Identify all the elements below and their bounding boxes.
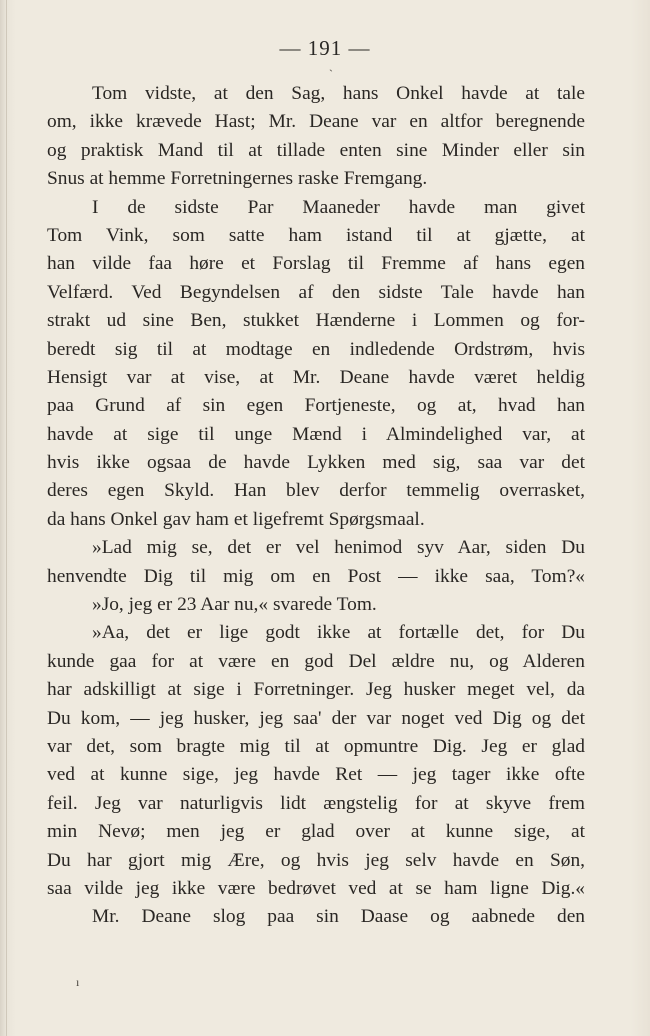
text-line: da hans Onkel gav ham et ligefremt Spørgsmaal. [47,508,425,530]
text-line: »Jo, jeg er 23 Aar nu,« svarede Tom. [92,594,377,616]
text-line: hvis ikke ogsaa de havde Lykken med sig, saa var det [47,452,585,474]
text-line: feil. Jeg var naturligvis lidt ængstelig for at skyve frem [47,792,585,814]
text-line: Tom Vink, som satte ham istand til at gjætte, at [47,224,585,246]
text-line: Snus at hemme Forretningernes raske Fremgang. [47,168,428,190]
text-line: havde at sige til unge Mænd i Almindelighed var, at [47,423,585,445]
text-line: ved at kunne sige, jeg havde Ret — jeg tager ikke ofte [47,764,585,786]
text-line: Velfærd. Ved Begyndelsen af den sidste Tale havde han [47,281,585,303]
page-number-header: — 191 — [279,36,371,60]
text-line: Hensigt var at vise, at Mr. Deane havde været heldig [47,366,585,388]
text-line: strakt ud sine Ben, stukket Hænderne i Lommen og for- [47,310,585,332]
text-line: I de sidste Par Maaneder havde man givet [92,196,585,218]
text-line: Du har gjort mig Ære, og hvis jeg selv havde en Søn, [47,849,585,871]
text-line: om, ikke krævede Hast; Mr. Deane var en altfor beregnende [47,111,585,133]
text-line: Tom vidste, at den Sag, hans Onkel havde at tale [92,83,585,104]
text-line: »Aa, det er lige godt ikke at fortælle det, for Du [92,622,585,644]
text-line: og praktisk Mand til at tillade enten sine Minder eller sin [47,139,585,161]
ink-speck: ı [76,975,80,989]
text-line: saa vilde jeg ikke være bedrøvet ved at se ham ligne Dig.« [47,877,585,899]
text-line: Du kom, — jeg husker, jeg saa' der var noget ved Dig og det [47,707,585,729]
text-line: beredt sig til at modtage en indledende Ordstrøm, hvis [47,338,585,360]
text-line: kunde gaa for at være en god Del ældre nu, og Alderen [47,650,585,672]
body-text [47,80,585,932]
text-line: Mr. Deane slog paa sin Daase og aabnede den [92,906,585,928]
text-line: har adskilligt at sige i Forretninger. Jeg husker meget vel, da [47,679,585,701]
text-line: var det, som bragte mig til at opmuntre Dig. Jeg er glad [47,735,585,757]
page-gutter [6,0,7,1036]
text-line: min Nevø; men jeg er glad over at kunne sige, at [47,821,585,843]
text-line: paa Grund af sin egen Fortjeneste, og at, hvad han [47,395,585,417]
text-line: deres egen Skyld. Han blev derfor temmelig overrasket, [47,480,585,502]
text-line: henvendte Dig til mig om en Post — ikke saa, Tom?« [47,565,585,587]
text-line: »Lad mig se, det er vel henimod syv Aar, siden Du [92,537,585,559]
text-line: han vilde faa høre et Forslag til Fremme af hans egen [47,253,585,275]
ink-speck: ˎ [329,58,333,72]
